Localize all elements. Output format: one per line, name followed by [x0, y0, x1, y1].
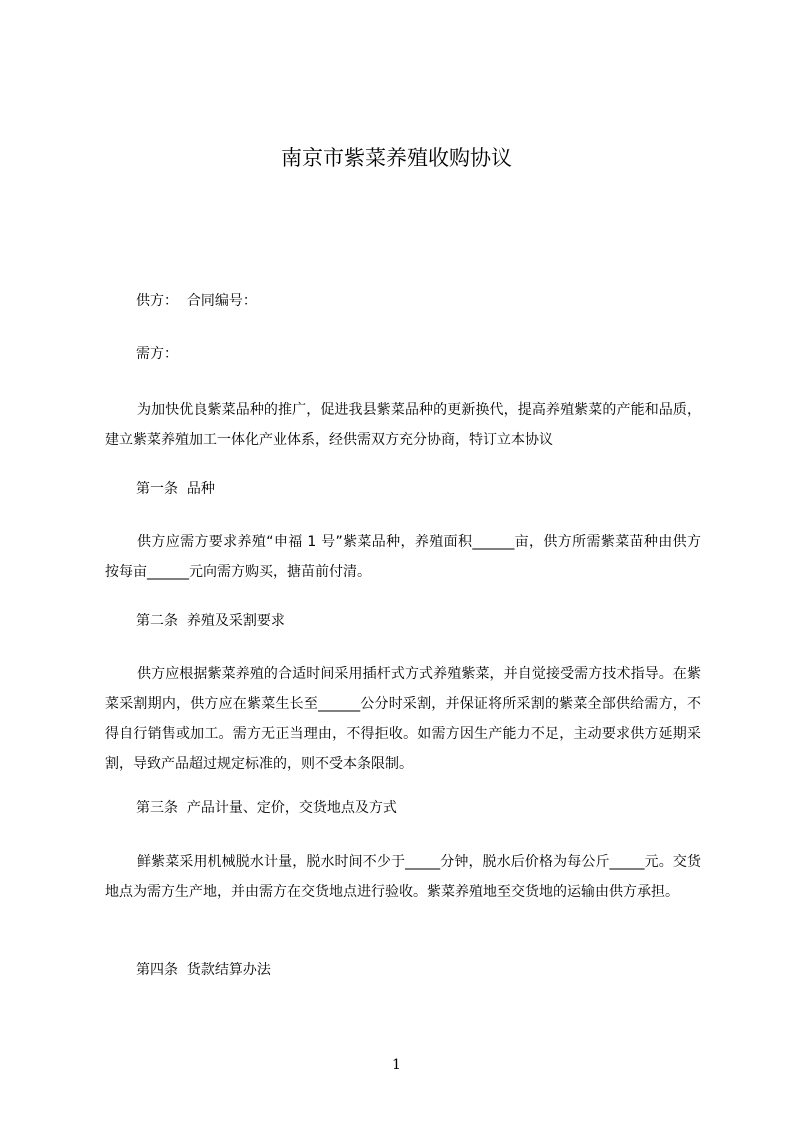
article-3-body: 鲜紫菜采用机械脱水计量，脱水时间不少于_____分钟，脱水后价格为每公斤_____元。交货地点为需方生产地，并由需方在交货地点进行验收。紫菜养殖地至交货地的运输由供方承担。: [105, 854, 701, 900]
article-1-heading: 第一条 品种: [136, 481, 215, 497]
article-1-body: 供方应需方要求养殖“申福 1 号”紫菜品种，养殖面积______亩，供方所需紫菜苗种由供方按每亩______元向需方购买，搪苗前付清。: [105, 534, 701, 580]
article-2-body: 供方应根据紫菜养殖的合适时间采用插杆式方式养殖紫菜，并自觉接受需方技术指导。在紫菜采割期内，供方应在紫菜生长至______公分时采割，并保证将所采割的紫菜全部供给需方，不得自行销售或加工。需方无正当理由，不得拒收。如需方因生产能力不足，主动要求供方延期采割，导致产品超过规定标准的，则不受本条限制。: [105, 666, 701, 772]
article-2-heading: 第二条 养殖及采割要求: [136, 613, 285, 629]
article-4-heading: 第四条 货款结算办法: [136, 962, 271, 978]
page-number: 1: [392, 1057, 401, 1073]
article-3-heading: 第三条 产品计量、定价，交货地点及方式: [136, 800, 397, 816]
document-title: 南京市紫菜养殖收购协议: [281, 146, 512, 170]
buyer-line: 需方：: [136, 346, 178, 362]
supplier-contract-line: 供方： 合同编号：: [136, 293, 257, 309]
intro-paragraph: 为加快优良紫菜品种的推广，促进我县紫菜品种的更新换代，提高养殖紫菜的产能和品质，建立紫菜养殖加工一体化产业体系，经供需双方充分协商，特订立本协议: [105, 402, 701, 448]
